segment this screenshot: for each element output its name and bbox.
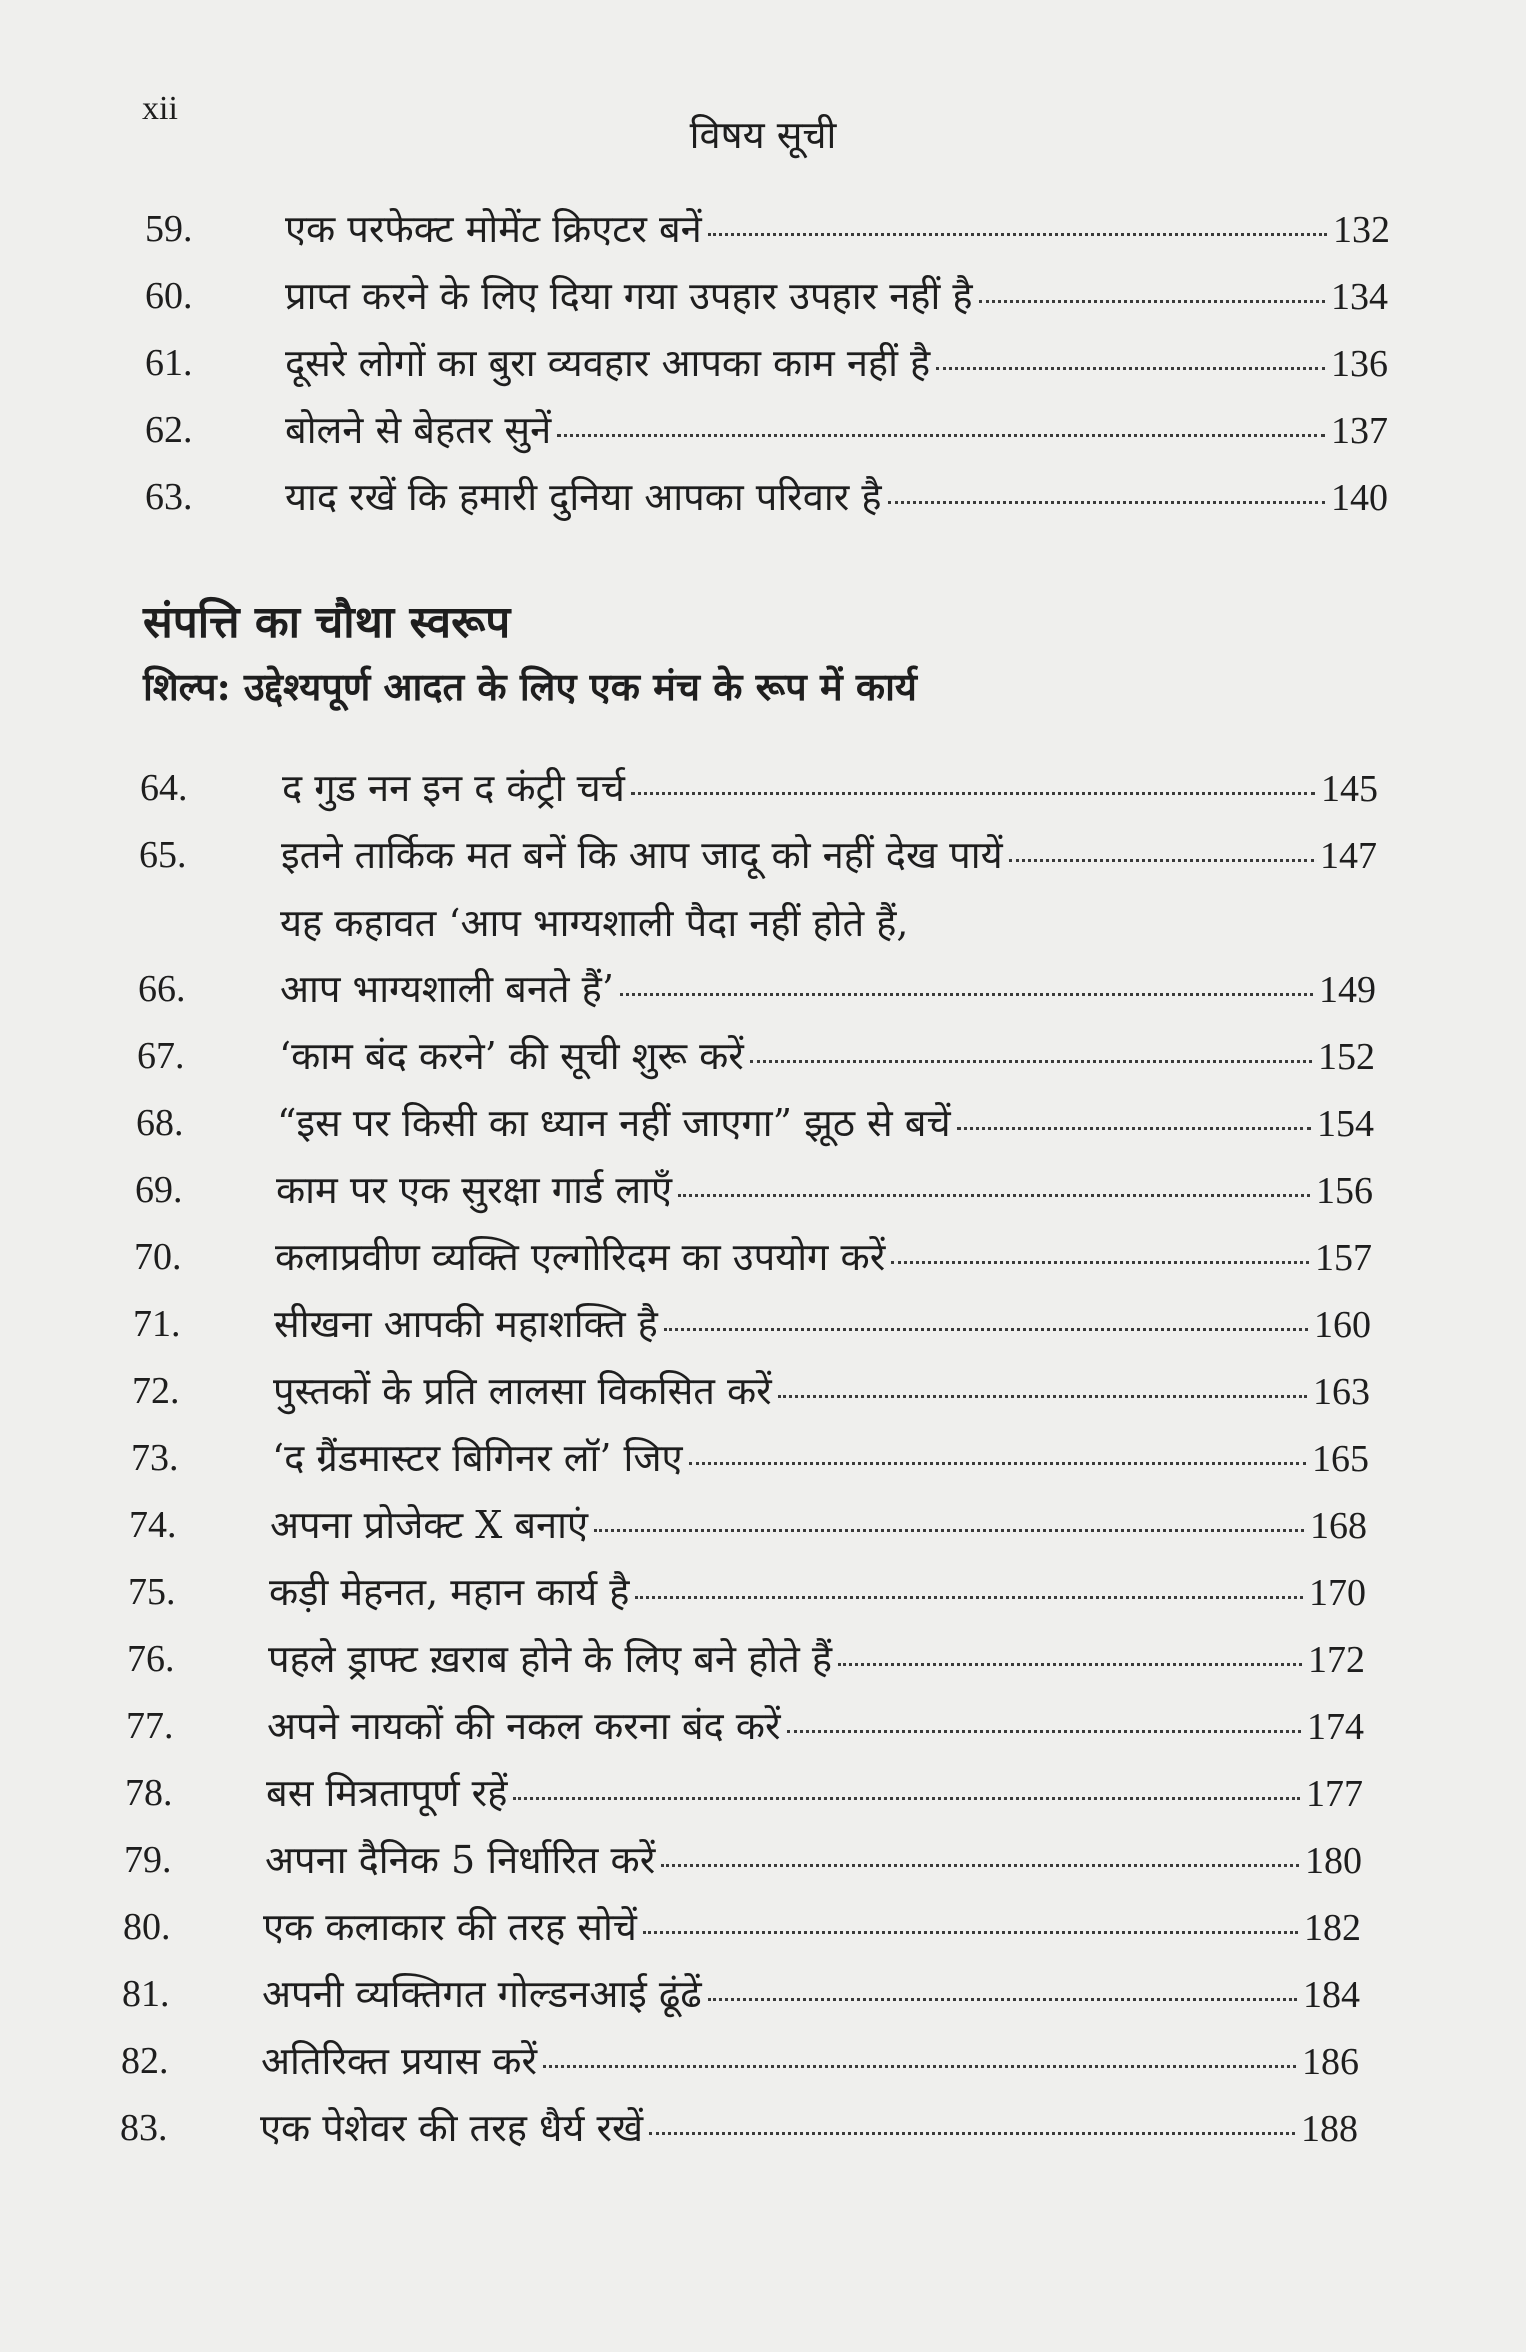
toc-entry — [132, 1361, 1370, 1421]
toc-entry-title: “इस पर किसी का ध्यान नहीं जाएगा” झूठ से बचें — [277, 1101, 951, 1145]
toc-entry-page: 154 — [1317, 1103, 1374, 1145]
toc-entry-number: 63. — [145, 476, 193, 518]
toc-entry-row — [285, 199, 1390, 259]
toc-entry-number: 79. — [124, 1839, 172, 1881]
dot-leader — [635, 1596, 1303, 1599]
dot-leader — [594, 1529, 1304, 1532]
toc-entry-row — [274, 1294, 1371, 1354]
toc-entry-number: 69. — [135, 1169, 183, 1211]
toc-entry-title: आप भाग्यशाली बनते हैं’ — [280, 967, 614, 1011]
dot-leader — [888, 501, 1326, 504]
toc-entry-number: 80. — [123, 1906, 171, 1948]
toc-entry-number: 78. — [125, 1772, 173, 1814]
dot-leader — [678, 1194, 1310, 1197]
toc-entry-number: 76. — [127, 1638, 175, 1680]
toc-entry — [129, 1495, 1367, 1555]
section-title: संपत्ति का चौथा स्वरूप — [143, 597, 511, 648]
dot-leader — [620, 993, 1313, 996]
toc-entry-title: बस मित्रतापूर्ण रहें — [266, 1771, 508, 1815]
toc-entry-page: 156 — [1316, 1170, 1373, 1212]
toc-entry-title: एक कलाकार की तरह सोचें — [263, 1905, 637, 1949]
dot-leader — [631, 792, 1315, 795]
section-subtitle: शिल्प: उद्देश्यपूर्ण आदत के लिए एक मंच के रूप में कार्य — [143, 664, 917, 709]
toc-entry — [120, 2098, 1358, 2158]
toc-entry-title: द गुड नन इन द कंट्री चर्च — [282, 766, 625, 810]
toc-entry — [125, 1763, 1363, 1823]
toc-entry-title: सीखना आपकी महाशक्ति है — [274, 1302, 658, 1346]
toc-entry-page: 168 — [1310, 1505, 1367, 1547]
toc-entry — [135, 1160, 1373, 1220]
toc-entry-row — [279, 1026, 1375, 1086]
toc-entry-row — [272, 1428, 1369, 1488]
toc-entry-page: 160 — [1314, 1304, 1371, 1346]
toc-entry-number: 68. — [136, 1102, 184, 1144]
toc-entry-row — [267, 1696, 1364, 1756]
toc-entry-row — [277, 1093, 1374, 1153]
toc-entry-page: 145 — [1321, 768, 1378, 810]
toc-entry-number: 82. — [121, 2040, 169, 2082]
toc-entry-row — [262, 1964, 1360, 2024]
toc-entry-row — [280, 959, 1376, 1019]
toc-entry — [123, 1897, 1361, 1957]
toc-entry-row — [260, 2098, 1358, 2158]
toc-entry — [122, 1964, 1360, 2024]
toc-entry-page: 157 — [1315, 1237, 1372, 1279]
toc-entry-page: 172 — [1308, 1639, 1365, 1681]
toc-entry-title: ‘काम बंद करने’ की सूची शुरू करें — [279, 1034, 744, 1078]
toc-entry-title: अतिरिक्त प्रयास करें — [261, 2039, 538, 2083]
toc-entry-page: 177 — [1306, 1773, 1363, 1815]
dot-leader — [778, 1395, 1307, 1398]
dot-leader — [979, 300, 1325, 303]
toc-entry — [145, 467, 1388, 527]
toc-entry-number: 66. — [138, 968, 186, 1010]
toc-entry-title: याद रखें कि हमारी दुनिया आपका परिवार है — [285, 475, 882, 519]
dot-leader — [689, 1462, 1306, 1465]
toc-entry-number: 65. — [139, 834, 187, 876]
toc-entry-title: कलाप्रवीण व्यक्ति एल्गोरिदम का उपयोग करें — [275, 1235, 886, 1279]
toc-entry — [133, 1294, 1371, 1354]
toc-entry-row — [281, 825, 1377, 885]
toc-entry-title: दूसरे लोगों का बुरा व्यवहार आपका काम नहीं है — [285, 341, 931, 385]
toc-entry-page: 165 — [1312, 1438, 1369, 1480]
toc-entry-row — [261, 2031, 1359, 2091]
dot-leader — [643, 1931, 1298, 1934]
toc-entry-number: 70. — [134, 1236, 182, 1278]
toc-entry-page: 132 — [1333, 209, 1390, 251]
dot-leader — [1009, 859, 1314, 862]
toc-entry-number: 67. — [137, 1035, 185, 1077]
toc-entry-row — [285, 333, 1388, 393]
dot-leader — [664, 1328, 1308, 1331]
toc-entry-row — [285, 266, 1388, 326]
toc-entry-number: 75. — [128, 1571, 176, 1613]
toc-entry-title: ‘द ग्रैंडमास्टर बिगिनर लॉ’ जिए — [272, 1436, 683, 1480]
toc-entry — [138, 901, 1376, 1019]
dot-leader — [708, 233, 1327, 236]
toc-entry-title: कड़ी मेहनत, महान कार्य है — [269, 1570, 630, 1614]
page-number-roman: xii — [142, 90, 178, 127]
toc-entry-title: अपना दैनिक 5 निर्धारित करें — [265, 1838, 656, 1882]
toc-entry-row — [285, 467, 1388, 527]
toc-entry — [134, 1227, 1372, 1287]
running-title: विषय सूची — [689, 113, 837, 157]
toc-entry-number: 77. — [126, 1705, 174, 1747]
toc-entry — [136, 1093, 1374, 1153]
toc-entry-number: 60. — [145, 275, 193, 317]
dot-leader — [543, 2065, 1296, 2068]
toc-entry-page: 147 — [1320, 835, 1377, 877]
toc-entry-number: 59. — [145, 208, 193, 250]
toc-entry — [131, 1428, 1369, 1488]
toc-entry-row — [269, 1562, 1366, 1622]
toc-entry-page: 182 — [1304, 1907, 1361, 1949]
toc-entry-title: अपनी व्यक्तिगत गोल्डनआई ढूंढें — [262, 1972, 702, 2016]
toc-entry-page: 137 — [1331, 410, 1388, 452]
dot-leader — [513, 1797, 1300, 1800]
dot-leader — [936, 367, 1325, 370]
toc-entry-number: 61. — [145, 342, 193, 384]
toc-entry-page: 184 — [1303, 1974, 1360, 2016]
toc-entry-title: काम पर एक सुरक्षा गार्ड लाएँ — [276, 1168, 672, 1212]
toc-entry-page: 174 — [1307, 1706, 1364, 1748]
toc-entry-page: 140 — [1331, 477, 1388, 519]
dot-leader — [750, 1060, 1312, 1063]
toc-entry-page: 163 — [1313, 1371, 1370, 1413]
toc-entry-number: 83. — [120, 2107, 168, 2149]
dot-leader — [557, 434, 1325, 437]
toc-entry-row — [273, 1361, 1370, 1421]
toc-entry-title: पुस्तकों के प्रति लालसा विकसित करें — [273, 1369, 772, 1413]
toc-entry — [127, 1629, 1365, 1689]
toc-entry-row — [270, 1495, 1367, 1555]
dot-leader — [649, 2132, 1295, 2135]
toc-entry — [124, 1830, 1362, 1890]
toc-entry-title: पहले ड्राफ्ट ख़राब होने के लिए बने होते हैं — [268, 1637, 833, 1681]
toc-entry-row — [282, 758, 1378, 818]
toc-entry-page: 136 — [1331, 343, 1388, 385]
toc-entry-page: 134 — [1331, 276, 1388, 318]
toc-entry-title: अपना प्रोजेक्ट X बनाएं — [270, 1503, 589, 1547]
toc-entry-number: 72. — [132, 1370, 180, 1412]
toc-entry-number: 64. — [140, 767, 188, 809]
toc-entry-row — [266, 1763, 1363, 1823]
toc-entry-row — [275, 1227, 1372, 1287]
toc-entry — [145, 400, 1388, 460]
toc-entry-page: 180 — [1305, 1840, 1362, 1882]
toc-entry — [145, 199, 1390, 259]
toc-entry — [145, 333, 1388, 393]
toc-entry-page: 170 — [1309, 1572, 1366, 1614]
toc-entry-page: 152 — [1318, 1036, 1375, 1078]
toc-entry — [121, 2031, 1359, 2091]
toc-entry — [140, 758, 1378, 818]
dot-leader — [661, 1864, 1299, 1867]
dot-leader — [787, 1730, 1301, 1733]
toc-entry — [137, 1026, 1375, 1086]
toc-entry-number: 74. — [129, 1504, 177, 1546]
toc-entry-number: 71. — [133, 1303, 181, 1345]
toc-entry-page: 186 — [1302, 2041, 1359, 2083]
toc-entry-row — [263, 1897, 1361, 1957]
dot-leader — [708, 1998, 1297, 2001]
dot-leader — [838, 1663, 1302, 1666]
toc-entry-title: एक पेशेवर की तरह धैर्य रखें — [260, 2106, 644, 2150]
toc-entry — [128, 1562, 1366, 1622]
toc-entry-title: अपने नायकों की नकल करना बंद करें — [267, 1704, 781, 1748]
toc-entry-title: प्राप्त करने के लिए दिया गया उपहार उपहार नहीं है — [285, 274, 973, 318]
toc-entry-row — [276, 1160, 1373, 1220]
toc-entry — [145, 266, 1388, 326]
toc-entry-row — [265, 1830, 1362, 1890]
dot-leader — [957, 1127, 1311, 1130]
toc-entry-page: 149 — [1319, 969, 1376, 1011]
toc-entry — [126, 1696, 1364, 1756]
toc-entry-row — [285, 400, 1388, 460]
toc-entry-number: 62. — [145, 409, 193, 451]
toc-entry-number: 81. — [122, 1973, 170, 2015]
toc-entry-page: 188 — [1301, 2108, 1358, 2150]
toc-entry-title: बोलने से बेहतर सुनें — [285, 408, 552, 452]
toc-entry-number: 73. — [131, 1437, 179, 1479]
toc-entry-title-line1: यह कहावत ‘आप भाग्यशाली पैदा नहीं होते हैं, — [280, 901, 909, 945]
toc-entry-title: इतने तार्किक मत बनें कि आप जादू को नहीं देख पायें — [281, 833, 1003, 877]
toc-entry — [139, 825, 1377, 885]
toc-entry-row — [268, 1629, 1365, 1689]
dot-leader — [891, 1261, 1309, 1264]
toc-entry-title: एक परफेक्ट मोमेंट क्रिएटर बनें — [285, 207, 702, 251]
